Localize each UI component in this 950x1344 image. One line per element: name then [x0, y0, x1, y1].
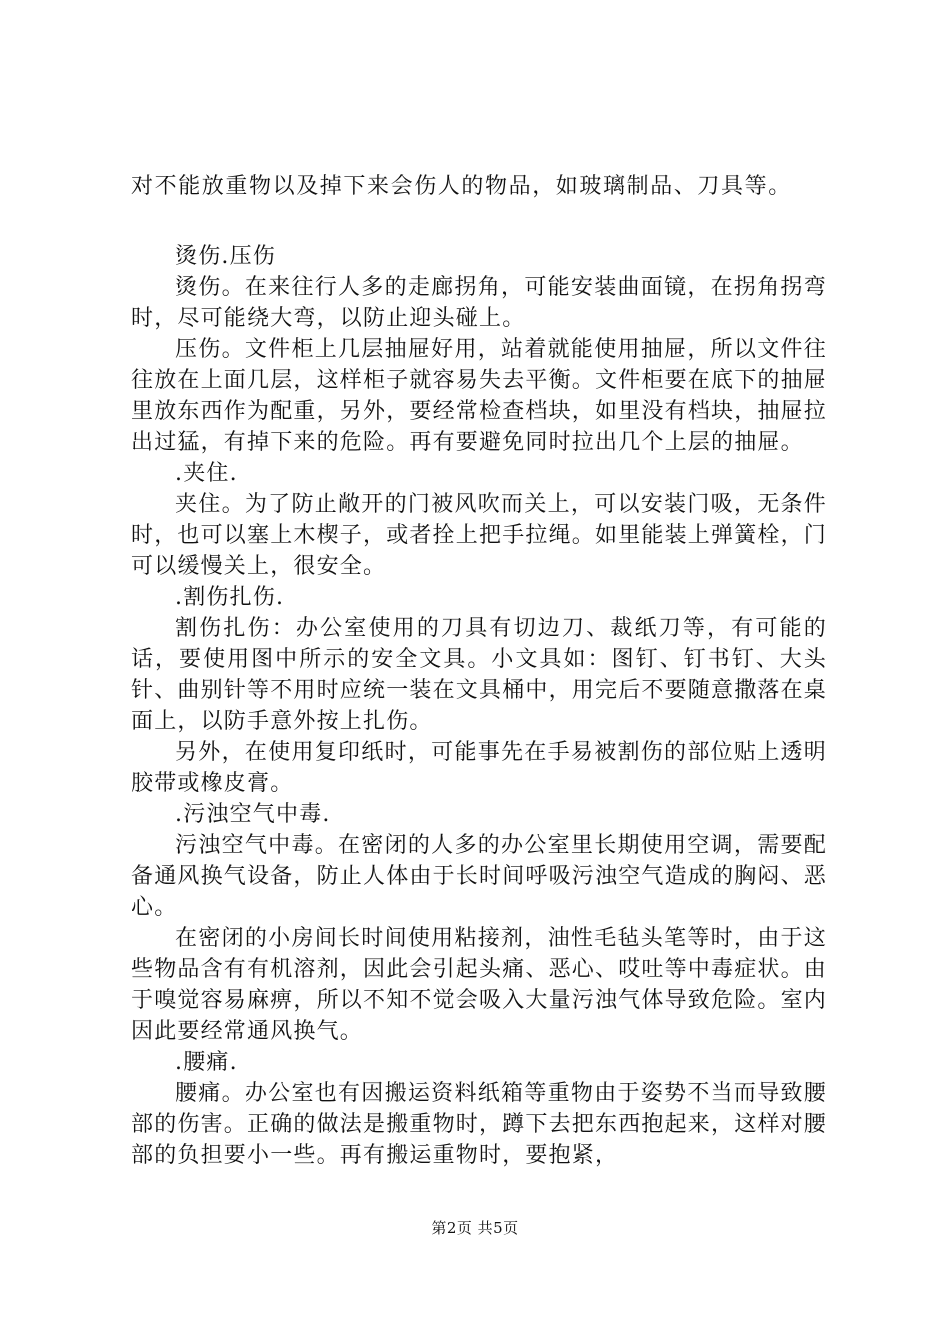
section-heading-cuts: .割伤扎伤. — [175, 585, 285, 610]
paragraph-burns: 烫伤。在来往行人多的走廊拐角，可能安装曲面镜，在拐角拐弯时，尽可能绕大弯，以防止迎头碰上。 — [131, 275, 827, 331]
section-heading-back-pain: .腰痛. — [175, 1050, 238, 1075]
paragraph-copy-paper: 另外，在使用复印纸时，可能事先在手易被割伤的部位贴上透明胶带或橡皮膏。 — [131, 740, 827, 796]
paragraph-crush: 压伤。文件柜上几层抽屉好用，站着就能使用抽屉，所以文件往往放在上面几层，这样柜子就容易失去平衡。文件柜要在底下的抽屉里放东西作为配重，另外，要经常检查档块，如里没有档块，抽屉拉出过猛，有掉下来的危险。再有要避免同时拉出几个上层的抽屉。 — [131, 337, 828, 455]
paragraph-pinch: 夹住。为了防止敞开的门被风吹而关上，可以安装门吸，无条件时，也可以塞上木楔子，或者拴上把手拉绳。如里能装上弹簧栓，门可以缓慢关上，很安全。 — [131, 492, 828, 579]
continuation-line: 对不能放重物以及掉下来会伤人的物品，如玻璃制品、刀具等。 — [131, 174, 792, 199]
section-heading-air: .污浊空气中毒. — [175, 802, 331, 827]
paragraph-cuts: 割伤扎伤：办公室使用的刀具有切边刀、裁纸刀等，有可能的话，要使用图中所示的安全文具。小文具如：图钉、钉书钉、大头针、曲别针等不用时应统一装在文具桶中，用完后不要随意撒落在桌面上，以防手意外按上扎伤。 — [131, 616, 828, 734]
document-body — [131, 174, 827, 1171]
section-heading-pinch: .夹住. — [175, 461, 238, 486]
paragraph-solvents: 在密闭的小房间长时间使用粘接剂，油性毛毡头笔等时，由于这些物品含有有机溶剂，因此会引起头痛、恶心、哎吐等中毒症状。由于嗅觉容易麻痹，所以不知不觉会吸入大量污浊气体导致危险。室内因此要经常通风换气。 — [131, 926, 828, 1044]
paragraph-gap — [131, 200, 827, 241]
paragraph-air: 污浊空气中毒。在密闭的人多的办公室里长期使用空调，需要配备通风换气设备，防止人体由于长时间呼吸污浊空气造成的胸闷、恶心。 — [131, 833, 828, 920]
paragraph-back-pain: 腰痛。办公室也有因搬运资料纸箱等重物由于姿势不当而导致腰部的伤害。正确的做法是搬重物时，蹲下去把东西抱起来，这样对腰部的负担要小一些。再有搬运重物时，要抱紧， — [131, 1081, 828, 1168]
page-number-footer: 第2页 共5页 — [431, 1219, 519, 1237]
section-heading-burns-crush: 烫伤.压伤 — [175, 244, 276, 269]
